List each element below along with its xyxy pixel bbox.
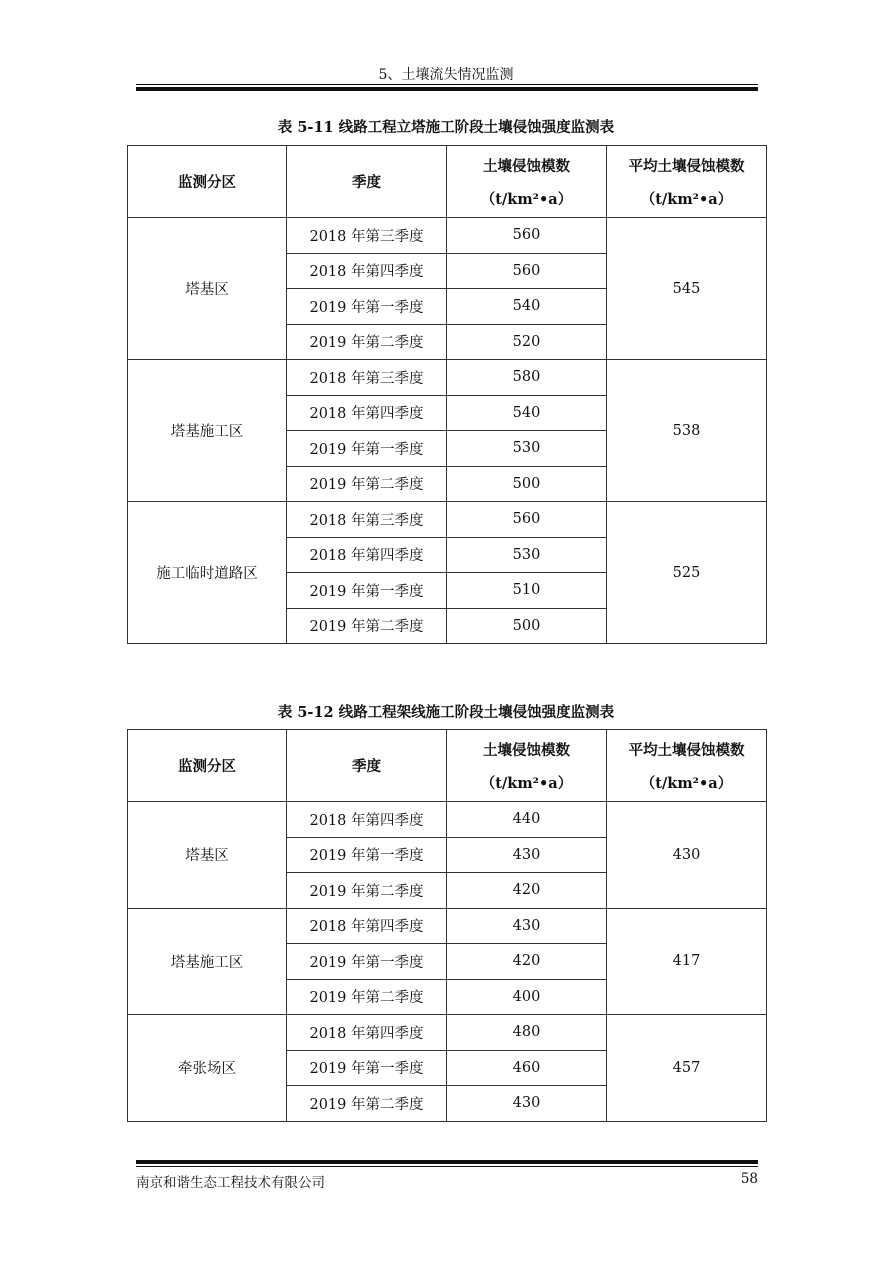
table-row (128, 908, 767, 944)
season-cell: 2018 年第四季度 (287, 1015, 447, 1051)
average-cell: 525 (607, 502, 767, 644)
modulus-cell: 540 (447, 395, 607, 431)
zone-cell: 塔基施工区 (128, 908, 287, 1015)
modulus-cell: 420 (447, 944, 607, 980)
modulus-cell: 500 (447, 608, 607, 644)
modulus-cell: 440 (447, 802, 607, 838)
season-cell: 2019 年第二季度 (287, 1086, 447, 1122)
column-header-avg-unit: （t/km²•a） (640, 774, 733, 792)
page-number: 58 (740, 1171, 758, 1187)
season-cell: 2018 年第三季度 (287, 360, 447, 396)
table-row (128, 218, 767, 254)
header-row (128, 146, 767, 218)
table-row (128, 802, 767, 838)
table-row (128, 360, 767, 396)
table1-caption: 表 5-11 线路工程立塔施工阶段土壤侵蚀强度监测表 (277, 119, 615, 136)
season-cell: 2018 年第四季度 (287, 908, 447, 944)
season-cell: 2019 年第一季度 (287, 289, 447, 325)
season-cell: 2019 年第二季度 (287, 466, 447, 502)
season-cell: 2018 年第三季度 (287, 502, 447, 538)
modulus-cell: 580 (447, 360, 607, 396)
season-cell: 2019 年第二季度 (287, 979, 447, 1015)
column-header-modulus-unit: （t/km²•a） (480, 190, 573, 208)
column-header-zone: 监测分区 (128, 730, 287, 802)
modulus-cell: 530 (447, 537, 607, 573)
modulus-cell: 480 (447, 1015, 607, 1051)
footer-rule-thin (136, 1166, 758, 1167)
table-row (128, 502, 767, 538)
zone-cell: 塔基区 (128, 218, 287, 360)
modulus-cell: 430 (447, 837, 607, 873)
column-header-avg (607, 730, 767, 802)
average-cell: 538 (607, 360, 767, 502)
zone-cell: 塔基区 (128, 802, 287, 909)
column-header-season: 季度 (287, 730, 447, 802)
header-rule-thick (136, 87, 758, 91)
column-header-modulus (447, 730, 607, 802)
modulus-cell: 420 (447, 873, 607, 909)
footer-company: 南京和谐生态工程技术有限公司 (136, 1175, 325, 1191)
season-cell: 2018 年第四季度 (287, 802, 447, 838)
header-row (128, 730, 767, 802)
modulus-cell: 560 (447, 218, 607, 254)
column-header-modulus-label: 土壤侵蚀模数 (483, 157, 570, 175)
header-rule-thin (136, 84, 758, 85)
modulus-cell: 430 (447, 1086, 607, 1122)
table2 (127, 729, 767, 1122)
zone-cell: 塔基施工区 (128, 360, 287, 502)
season-cell: 2019 年第一季度 (287, 573, 447, 609)
table1 (127, 145, 767, 644)
average-cell: 417 (607, 908, 767, 1015)
zone-cell: 施工临时道路区 (128, 502, 287, 644)
season-cell: 2018 年第四季度 (287, 537, 447, 573)
season-cell: 2019 年第一季度 (287, 944, 447, 980)
zone-cell: 牵张场区 (128, 1015, 287, 1122)
column-header-modulus-unit: （t/km²•a） (480, 774, 573, 792)
table-row (128, 1015, 767, 1051)
season-cell: 2019 年第一季度 (287, 837, 447, 873)
modulus-cell: 520 (447, 324, 607, 360)
modulus-cell: 540 (447, 289, 607, 325)
modulus-cell: 460 (447, 1050, 607, 1086)
modulus-cell: 560 (447, 253, 607, 289)
season-cell: 2019 年第二季度 (287, 608, 447, 644)
average-cell: 457 (607, 1015, 767, 1122)
season-cell: 2018 年第三季度 (287, 218, 447, 254)
average-cell: 430 (607, 802, 767, 909)
season-cell: 2019 年第一季度 (287, 1050, 447, 1086)
footer-rule-thick (136, 1160, 758, 1164)
modulus-cell: 430 (447, 908, 607, 944)
column-header-avg (607, 146, 767, 218)
modulus-cell: 530 (447, 431, 607, 467)
table2-caption: 表 5-12 线路工程架线施工阶段土壤侵蚀强度监测表 (277, 704, 615, 721)
column-header-zone: 监测分区 (128, 146, 287, 218)
column-header-modulus (447, 146, 607, 218)
season-cell: 2019 年第一季度 (287, 431, 447, 467)
average-cell: 545 (607, 218, 767, 360)
column-header-avg-unit: （t/km²•a） (640, 190, 733, 208)
season-cell: 2018 年第四季度 (287, 253, 447, 289)
modulus-cell: 510 (447, 573, 607, 609)
modulus-cell: 560 (447, 502, 607, 538)
modulus-cell: 400 (447, 979, 607, 1015)
column-header-avg-label: 平均土壤侵蚀模数 (628, 741, 745, 759)
running-header: 5、土壤流失情况监测 (378, 67, 514, 83)
column-header-avg-label: 平均土壤侵蚀模数 (628, 157, 745, 175)
column-header-season: 季度 (287, 146, 447, 218)
season-cell: 2019 年第二季度 (287, 873, 447, 909)
modulus-cell: 500 (447, 466, 607, 502)
season-cell: 2018 年第四季度 (287, 395, 447, 431)
season-cell: 2019 年第二季度 (287, 324, 447, 360)
column-header-modulus-label: 土壤侵蚀模数 (483, 741, 570, 759)
